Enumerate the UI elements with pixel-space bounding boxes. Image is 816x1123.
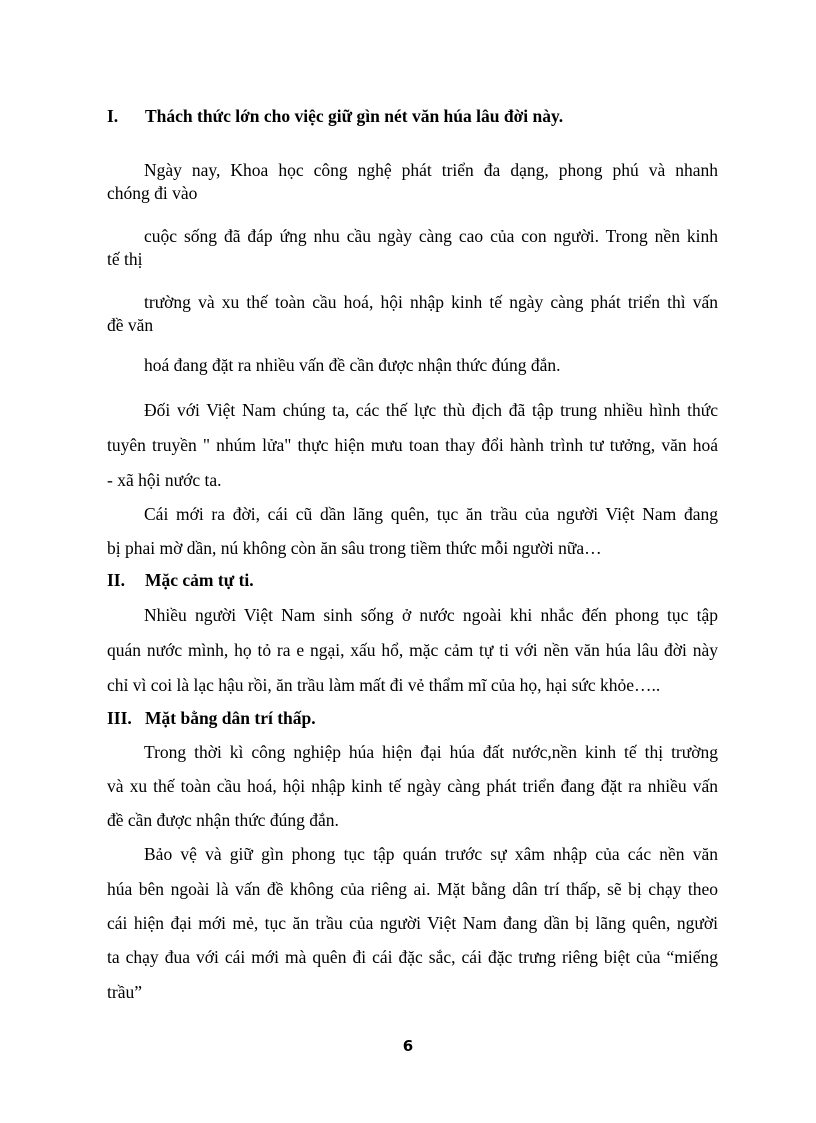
section-numeral: I. <box>107 106 119 126</box>
paragraph-line: tế thị <box>107 249 143 269</box>
paragraph-line: - xã hội nước ta. <box>107 470 222 490</box>
paragraph-line: quán nước mình, họ tỏ ra e ngại, xấu hổ, mặc cảm tự ti với nền văn húa lâu đời này <box>107 640 718 660</box>
paragraph-line: đề văn <box>107 315 154 335</box>
paragraph-line: ta chạy đua với cái mới mà quên đi cái đặc sắc, cái đặc trưng riêng biệt của “miếng <box>107 947 718 967</box>
section-title: Mặc cảm tự ti. <box>145 570 254 590</box>
paragraph-line: chỉ vì coi là lạc hậu rồi, ăn trầu làm mất đi vẻ thẩm mĩ của họ, hại sức khỏe….. <box>107 675 661 695</box>
paragraph-line: Bảo vệ và giữ gìn phong tục tập quán trước sự xâm nhập của các nền văn <box>144 844 718 864</box>
section-title: Thách thức lớn cho việc giữ gìn nét văn húa lâu đời này. <box>145 106 564 126</box>
section-numeral: III. <box>107 708 132 728</box>
page-number: 6 <box>402 1037 414 1055</box>
paragraph-line: Đối với Việt Nam chúng ta, các thế lực thù địch đã tập trung nhiều hình thức <box>144 400 718 420</box>
paragraph-line: hoá đang đặt ra nhiều vấn đề cần được nhận thức đúng đắn. <box>144 355 561 375</box>
paragraph-line: cái hiện đại mới mẻ, tục ăn trầu của người Việt Nam đang dần bị lãng quên, người <box>107 913 718 933</box>
paragraph-line: trầu” <box>107 982 142 1002</box>
section-numeral: II. <box>107 570 125 590</box>
paragraph-line: chóng đi vào <box>107 183 198 203</box>
section-title: Mặt bằng dân trí thấp. <box>145 708 316 728</box>
section-heading-3 <box>107 706 316 730</box>
paragraph-line: húa bên ngoài là vấn đề không của riêng ai. Mặt bằng dân trí thấp, sẽ bị chạy theo <box>107 879 718 899</box>
paragraph-line: Trong thời kì công nghiệp húa hiện đại húa đất nước,nền kinh tế thị trường <box>144 742 718 762</box>
paragraph-line: Ngày nay, Khoa học công nghệ phát triển đa dạng, phong phú và nhanh <box>144 160 718 180</box>
paragraph-line: bị phai mờ dần, nú không còn ăn sâu trong tiềm thức mỗi người nữa… <box>107 538 602 558</box>
paragraph-line: tuyên truyền " nhúm lửa" thực hiện mưu toan thay đổi hành trình tư tưởng, văn hoá <box>107 435 718 455</box>
section-heading-1 <box>107 104 563 128</box>
paragraph-line: Cái mới ra đời, cái cũ dần lãng quên, tục ăn trầu của người Việt Nam đang <box>144 504 718 524</box>
paragraph-line: trường và xu thế toàn cầu hoá, hội nhập kinh tế ngày càng phát triển thì vấn <box>144 292 718 312</box>
paragraph-line: đề cần được nhận thức đúng đắn. <box>107 810 339 830</box>
paragraph-line: cuộc sống đã đáp ứng nhu cầu ngày càng cao của con người. Trong nền kinh <box>144 226 718 246</box>
section-heading-2 <box>107 568 254 592</box>
paragraph-line: và xu thế toàn cầu hoá, hội nhập kinh tế ngày càng phát triển đang đặt ra nhiều vấn <box>107 776 718 796</box>
paragraph-line: Nhiều người Việt Nam sinh sống ở nước ngoài khi nhắc đến phong tục tập <box>144 605 718 625</box>
